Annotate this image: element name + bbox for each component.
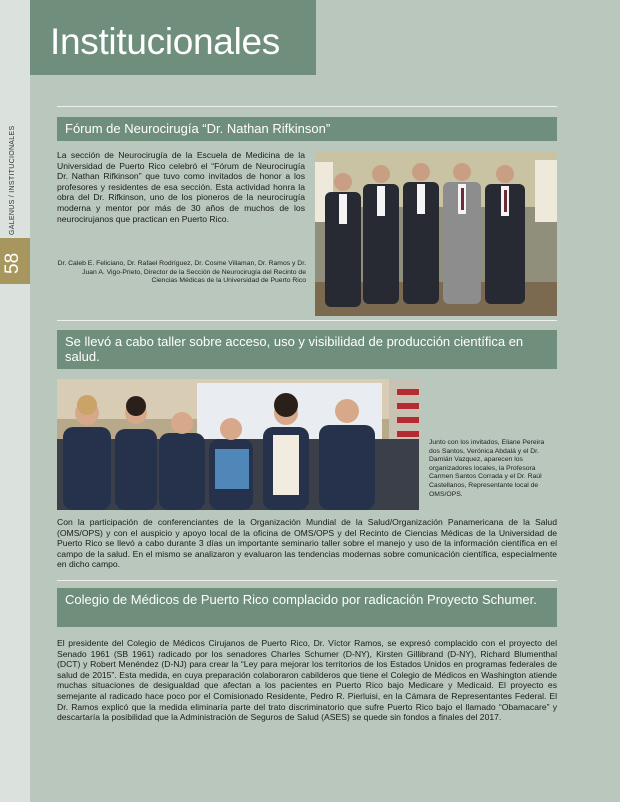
section2-heading: Se llevó a cabo taller sobre acceso, uso y visibilidad de producción científica en salud. — [57, 330, 557, 369]
side-strip — [0, 0, 30, 802]
section1-heading: Fórum de Neurocirugía “Dr. Nathan Rifkinson” — [57, 117, 557, 141]
page-number: 58 — [2, 252, 23, 274]
divider-rule — [57, 320, 557, 321]
page-title: Institucionales — [50, 21, 280, 62]
title-banner — [30, 0, 316, 75]
divider-rule — [57, 580, 557, 581]
section2-caption: Junto con los invitados, Eliane Pereira dos Santos, Verónica Abdalá y el Dr. Damián Vazquez, aparecen los organizadores locales, la Profesora Carmen Santos Corrada y el Dr. Raúl Castellanos, Representante local de OMS/OPS. — [429, 439, 545, 498]
section3-body: El presidente del Colegio de Médicos Cirujanos de Puerto Rico, Dr. Víctor Ramos, se expresó complacido con el proyecto del Senado 1961 (SB 1961) radicado por los senadores Charles Schumer (D-NY), Kirsten Gillibrand (D-NY), Richard Blumenthal (DCT) y Robert Menéndez (D-NJ) para crear la “Ley para mejorar los territorios de los Estados Unidos en programas federales de salud de 2015”. Esta medida, en cuya preparación colaboraron cabilderos que tiene el Colegio de Médicos en Washington atiende muchas situaciones de desigualdad que afectan a los pacientes en Puerto Rico bajo Medicare y Medicaid. El proyecto es semejante al radicado hace poco por el Comisionado Residente, Pedro R. Pierluisi, en la Cámara de Representantes Federal. El Dr. Ramos explicó que la medida eliminaría parte del trato discriminatorio que sufre Puerto Rico bajo el llamado “Obamacare” y descartaría la posibilidad que la Administración de Seguros de Salud (ASES) se quede sin fondos a finales del 2017. — [57, 638, 557, 723]
page-number-tab — [0, 238, 30, 284]
section1-caption: Dr. Caleb E. Feliciano, Dr. Rafael Rodríguez, Dr. Cosme Villaman, Dr. Ramos y Dr. Juan A. Vigo-Prieto, Director de la Sección de Neurocirugía del Recinto de Ciencias Médicas de la Universidad de Puerto Rico — [57, 260, 306, 285]
section3-heading: Colegio de Médicos de Puerto Rico complacido por radicación Proyecto Schumer. — [57, 588, 557, 627]
workshop-group-photo — [57, 379, 419, 510]
section-label: GALENUS / INSTITUCIONALES — [9, 125, 16, 235]
divider-rule — [57, 106, 557, 107]
neurosurgery-group-photo — [315, 152, 557, 316]
section2-body: Con la participación de conferenciantes de la Organización Mundial de la Salud/Organización Panamericana de la Salud (OMS/OPS) y con el auspicio y apoyo local de la oficina de OMS/OPS y del Recinto de Ciencias Médicas de la Universidad de Puerto Rico se llevó a cabo durante 3 días un importante seminario taller sobre el manejo y uso de la información científica en el campo de la salud. En el mismo se analizaron y evaluaron las tendencias modernas sobre comunicación científica, especialmente en dicho campo. — [57, 517, 557, 570]
section1-body: La sección de Neurocirugía de la Escuela de Medicina de la Universidad de Puerto Rico celebró el “Fórum de Neurocirugía Dr. Nathan Rifkinson” que tuvo como invitados de honor a los profesores y residentes de esa sección. Esta actividad honra la obra del Dr. Rifkinson, uno de los pioneros de la neurocirugía moderna y mentor por más de 30 años de muchos de los neurocirujanos que practican en Puerto Rico. — [57, 150, 305, 224]
